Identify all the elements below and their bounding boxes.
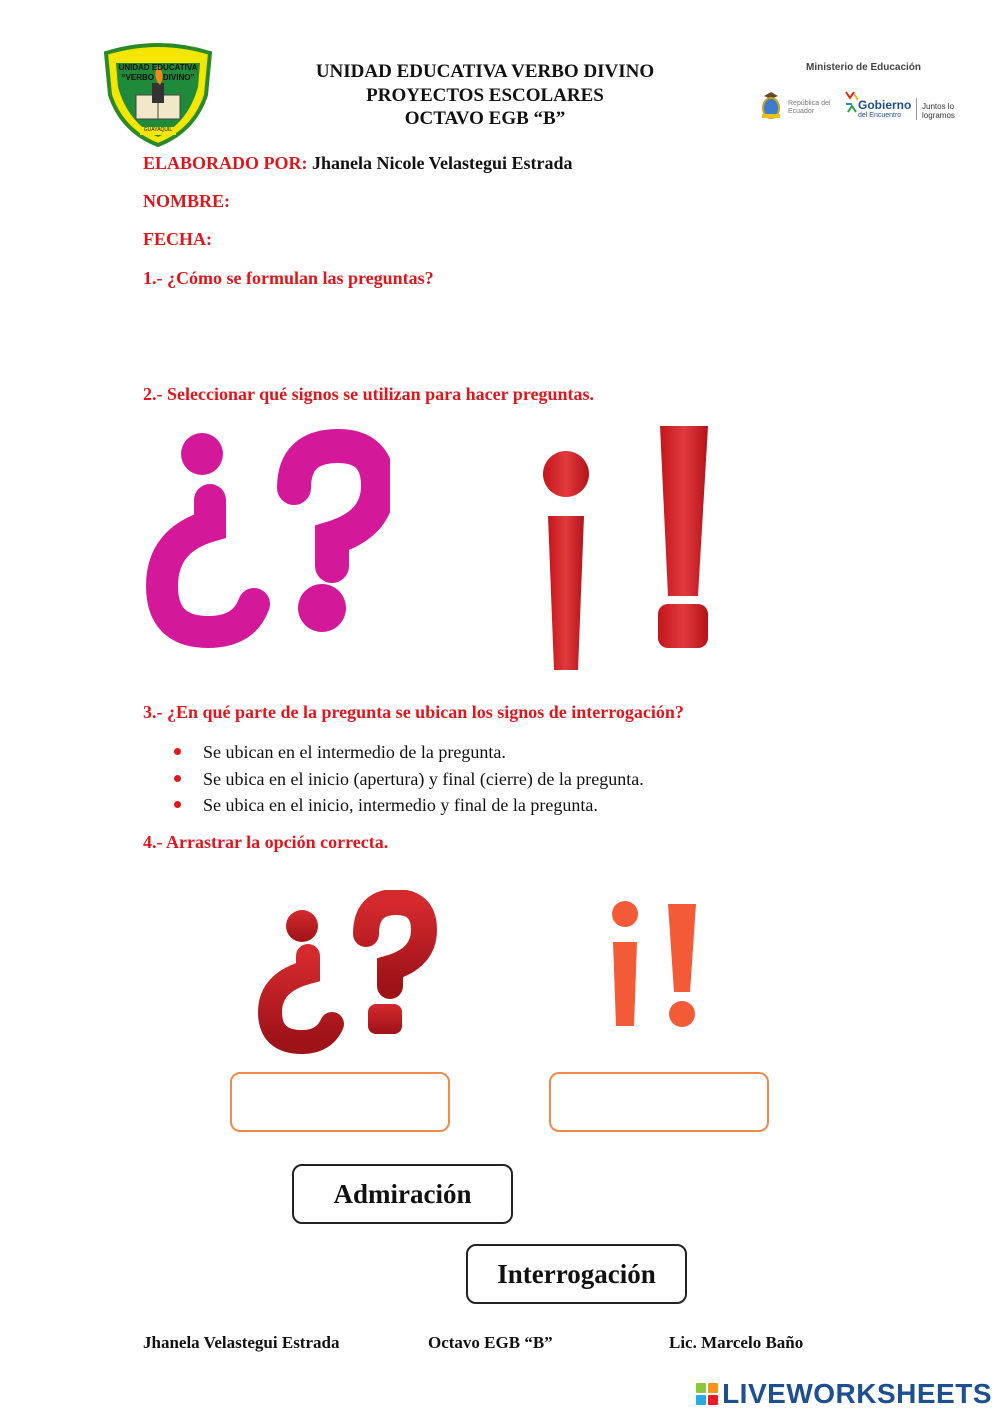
q3-option-text: Se ubican en el intermedio de la pregunta. bbox=[203, 742, 506, 762]
gobierno-text: Gobierno bbox=[858, 98, 912, 112]
ministry-title: Ministerio de Educación bbox=[806, 62, 922, 73]
header-school: UNIDAD EDUCATIVA VERBO DIVINO bbox=[315, 61, 655, 82]
liveworksheets-watermark[interactable] bbox=[696, 1378, 992, 1410]
encuentro-text: del Encuentro bbox=[858, 112, 902, 119]
header-projects: PROYECTOS ESCOLARES bbox=[366, 85, 604, 106]
question-marks-choice[interactable] bbox=[140, 428, 390, 648]
inverted-exclamation-icon bbox=[543, 451, 589, 670]
q3-option-2[interactable] bbox=[143, 767, 644, 794]
republica-text: República del Ecuador bbox=[788, 100, 831, 115]
question-mark-icon bbox=[366, 902, 424, 1034]
q4-exclamation-marks-image bbox=[600, 896, 710, 1036]
bullet-icon bbox=[174, 801, 181, 808]
ministry-logo bbox=[756, 62, 976, 122]
elaborado-value: Jhanela Nicole Velastegui Estrada bbox=[312, 153, 573, 173]
inverted-exclamation-icon bbox=[612, 901, 638, 1026]
question-mark-icon bbox=[294, 446, 378, 632]
inverted-question-mark-icon bbox=[270, 910, 332, 1042]
bullet-icon bbox=[174, 748, 181, 755]
exclamation-icon bbox=[658, 426, 708, 648]
logo-text-line1: UNIDAD EDUCATIVA bbox=[118, 63, 198, 72]
nombre-label: NOMBRE: bbox=[143, 191, 230, 211]
question-1: 1.- ¿Cómo se formulan las preguntas? bbox=[143, 268, 434, 288]
school-logo bbox=[102, 43, 214, 147]
liveworksheets-text: LIVEWORKSHEETS bbox=[722, 1378, 992, 1409]
bullet-icon bbox=[174, 775, 181, 782]
ecuador-coat-icon bbox=[758, 90, 784, 120]
q3-option-text: Se ubica en el inicio, intermedio y final de la pregunta. bbox=[203, 795, 598, 815]
drag-option-admiracion[interactable]: Admiración bbox=[292, 1164, 513, 1224]
footer-author: Jhanela Velastegui Estrada bbox=[143, 1333, 340, 1352]
ministry-divider bbox=[916, 98, 917, 120]
drop-target-question-marks[interactable] bbox=[230, 1072, 450, 1132]
footer-grade: Octavo EGB “B” bbox=[428, 1333, 553, 1352]
inverted-question-mark-icon bbox=[162, 433, 254, 632]
elaborado-label: ELABORADO POR: bbox=[143, 153, 308, 173]
liveworksheets-logo-icon bbox=[696, 1383, 718, 1405]
juntos-text: Juntos lo logramos bbox=[922, 102, 955, 120]
logo-city: GUAYAQUIL bbox=[143, 127, 173, 133]
elaborado-line bbox=[143, 153, 573, 174]
question-2: 2.- Seleccionar qué signos se utilizan para hacer preguntas. bbox=[143, 384, 595, 404]
q3-option-3[interactable] bbox=[143, 793, 644, 820]
footer-teacher: Lic. Marcelo Baño bbox=[669, 1333, 804, 1352]
exclamation-icon bbox=[668, 904, 696, 1027]
exclamation-marks-choice[interactable] bbox=[540, 420, 720, 680]
question-4: 4.- Arrastrar la opción correcta. bbox=[143, 832, 389, 852]
logo-text-line2: “VERBO DIVINO” bbox=[121, 73, 195, 82]
fecha-label: FECHA: bbox=[143, 229, 212, 249]
question-3: 3.- ¿En qué parte de la pregunta se ubican los signos de interrogación? bbox=[143, 702, 684, 722]
q4-question-marks-image bbox=[250, 890, 440, 1060]
drop-target-exclamation-marks[interactable] bbox=[549, 1072, 769, 1132]
header-grade: OCTAVO EGB “B” bbox=[404, 108, 566, 129]
q3-option-1[interactable] bbox=[143, 740, 644, 767]
q3-option-text: Se ubica en el inicio (apertura) y final (cierre) de la pregunta. bbox=[203, 768, 644, 789]
q3-options-list bbox=[143, 740, 644, 820]
drag-option-interrogacion[interactable]: Interrogación bbox=[466, 1244, 687, 1304]
